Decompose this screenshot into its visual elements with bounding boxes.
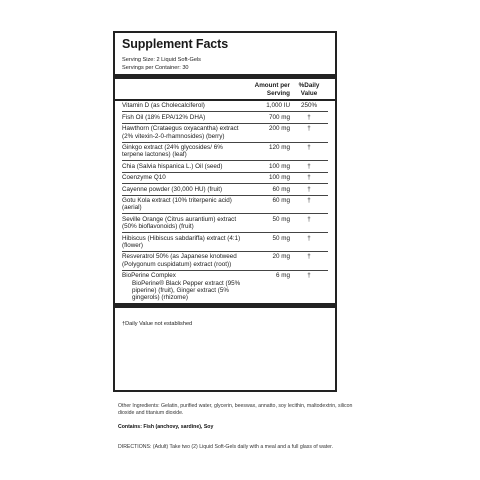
nutrient-amount: 120 mg bbox=[268, 143, 290, 151]
nutrient-row bbox=[122, 112, 328, 123]
contains-label: Contains: bbox=[118, 423, 142, 430]
nutrient-name: Hawthorn (Crataegus oxyacantha) extract (2% vitexin-2-0-rhamnosides) (berry) bbox=[122, 125, 239, 140]
nutrient-name: Vitamin D (as Cholecalciferol) bbox=[122, 102, 205, 110]
nutrient-row bbox=[122, 124, 328, 143]
nutrient-dv: † bbox=[307, 143, 311, 151]
nutrient-amount: 50 mg bbox=[272, 215, 290, 223]
nutrient-row bbox=[122, 196, 328, 215]
nutrient-dv: † bbox=[307, 162, 311, 170]
nutrient-name: Gotu Kola extract (10% triterpenic acid) (aerial) bbox=[122, 196, 232, 212]
nutrient-name: Resveratrol 50% (as Japanese knotweed (Polygonum cuspidatum) extract (root)) bbox=[122, 253, 237, 268]
nutrient-amount: 60 mg bbox=[272, 196, 290, 204]
nutrient-dv: † bbox=[307, 113, 311, 121]
nutrient-name: Seville Orange (Citrus aurantium) extract (50% bioflavonoids) (fruit) bbox=[122, 215, 237, 231]
nutrient-row bbox=[122, 252, 328, 271]
nutrient-dv: 250% bbox=[300, 102, 318, 110]
nutrient-dv: † bbox=[307, 215, 311, 223]
directions: DIRECTIONS: (Adult) Take two (2) Liquid Soft-Gels daily with a meal and a full glass of water. bbox=[118, 444, 333, 450]
nutrient-name: Cayenne powder (30,000 HU) (fruit) bbox=[122, 185, 223, 193]
supplement-facts-panel bbox=[113, 31, 337, 392]
nutrient-amount: 700 mg bbox=[268, 113, 290, 121]
nutrient-subitem: BioPerine® Black Pepper extract (95% piperine) (fruit), Ginger extract (5% gingerols) (rhizome) bbox=[132, 279, 241, 302]
nutrient-dv: † bbox=[307, 253, 311, 261]
nutrient-dv: † bbox=[307, 272, 311, 280]
nutrient-row bbox=[122, 173, 328, 184]
nutrient-amount: 100 mg bbox=[268, 162, 290, 170]
panel-title: Supplement Facts bbox=[122, 37, 229, 51]
nutrient-dv: † bbox=[307, 185, 311, 193]
nutrient-name: Chia (Salvia hispanica L.) Oil (seed) bbox=[122, 162, 223, 170]
contains-value: Fish (anchovy, sardine), Soy bbox=[143, 423, 214, 430]
divider-thick bbox=[115, 74, 335, 79]
nutrient-amount: 20 mg bbox=[272, 253, 290, 261]
column-header bbox=[122, 81, 328, 99]
nutrient-amount: 50 mg bbox=[272, 234, 290, 242]
nutrient-row bbox=[122, 271, 328, 304]
nutrient-dv: † bbox=[307, 196, 311, 204]
nutrient-dv: † bbox=[307, 174, 311, 182]
nutrient-name: Ginkgo extract (24% glycosides/ 6% terpene lactones) (leaf) bbox=[122, 143, 223, 159]
nutrient-name: Hibiscus (Hibiscus sabdariffa) extract (4:1) (flower) bbox=[122, 234, 241, 249]
nutrient-amount: 1,000 IU bbox=[266, 102, 290, 110]
nutrient-dv: † bbox=[307, 125, 311, 133]
nutrient-name: BioPerine Complex bbox=[122, 272, 176, 280]
nutrient-row bbox=[122, 143, 328, 162]
nutrient-row bbox=[122, 101, 328, 112]
footnote: †Daily Value not established bbox=[122, 321, 193, 328]
nutrient-row bbox=[122, 184, 328, 195]
servings-per-container: Servings per Container: 30 bbox=[122, 65, 189, 71]
nutrient-amount: 100 mg bbox=[268, 174, 290, 182]
divider-thick-bottom bbox=[115, 303, 335, 308]
dv-header: %Daily Value bbox=[298, 82, 320, 97]
serving-size: Serving Size: 2 Liquid Soft-Gels bbox=[122, 57, 201, 63]
nutrient-amount: 60 mg bbox=[272, 185, 290, 193]
nutrient-name-block bbox=[122, 272, 246, 302]
amount-header: Amount per Serving bbox=[254, 82, 290, 97]
other-ingredients: Other Ingredients: Gelatin, purified water, glycerin, beeswax, annatto, soy lecithin, maltodextrin, silicon dioxide and titanium dioxide. bbox=[118, 403, 353, 417]
nutrient-name: Coenzyme Q10 bbox=[122, 174, 166, 182]
nutrient-dv: † bbox=[307, 234, 311, 242]
nutrient-row bbox=[122, 214, 328, 233]
contains-line bbox=[118, 424, 358, 431]
nutrient-amount: 6 mg bbox=[276, 272, 290, 280]
nutrient-row bbox=[122, 233, 328, 252]
nutrient-table bbox=[122, 101, 328, 303]
nutrient-row bbox=[122, 161, 328, 172]
nutrient-name: Fish Oil (18% EPA/12% DHA) bbox=[122, 113, 206, 121]
label-text bbox=[118, 403, 358, 437]
nutrient-amount: 200 mg bbox=[268, 125, 290, 133]
